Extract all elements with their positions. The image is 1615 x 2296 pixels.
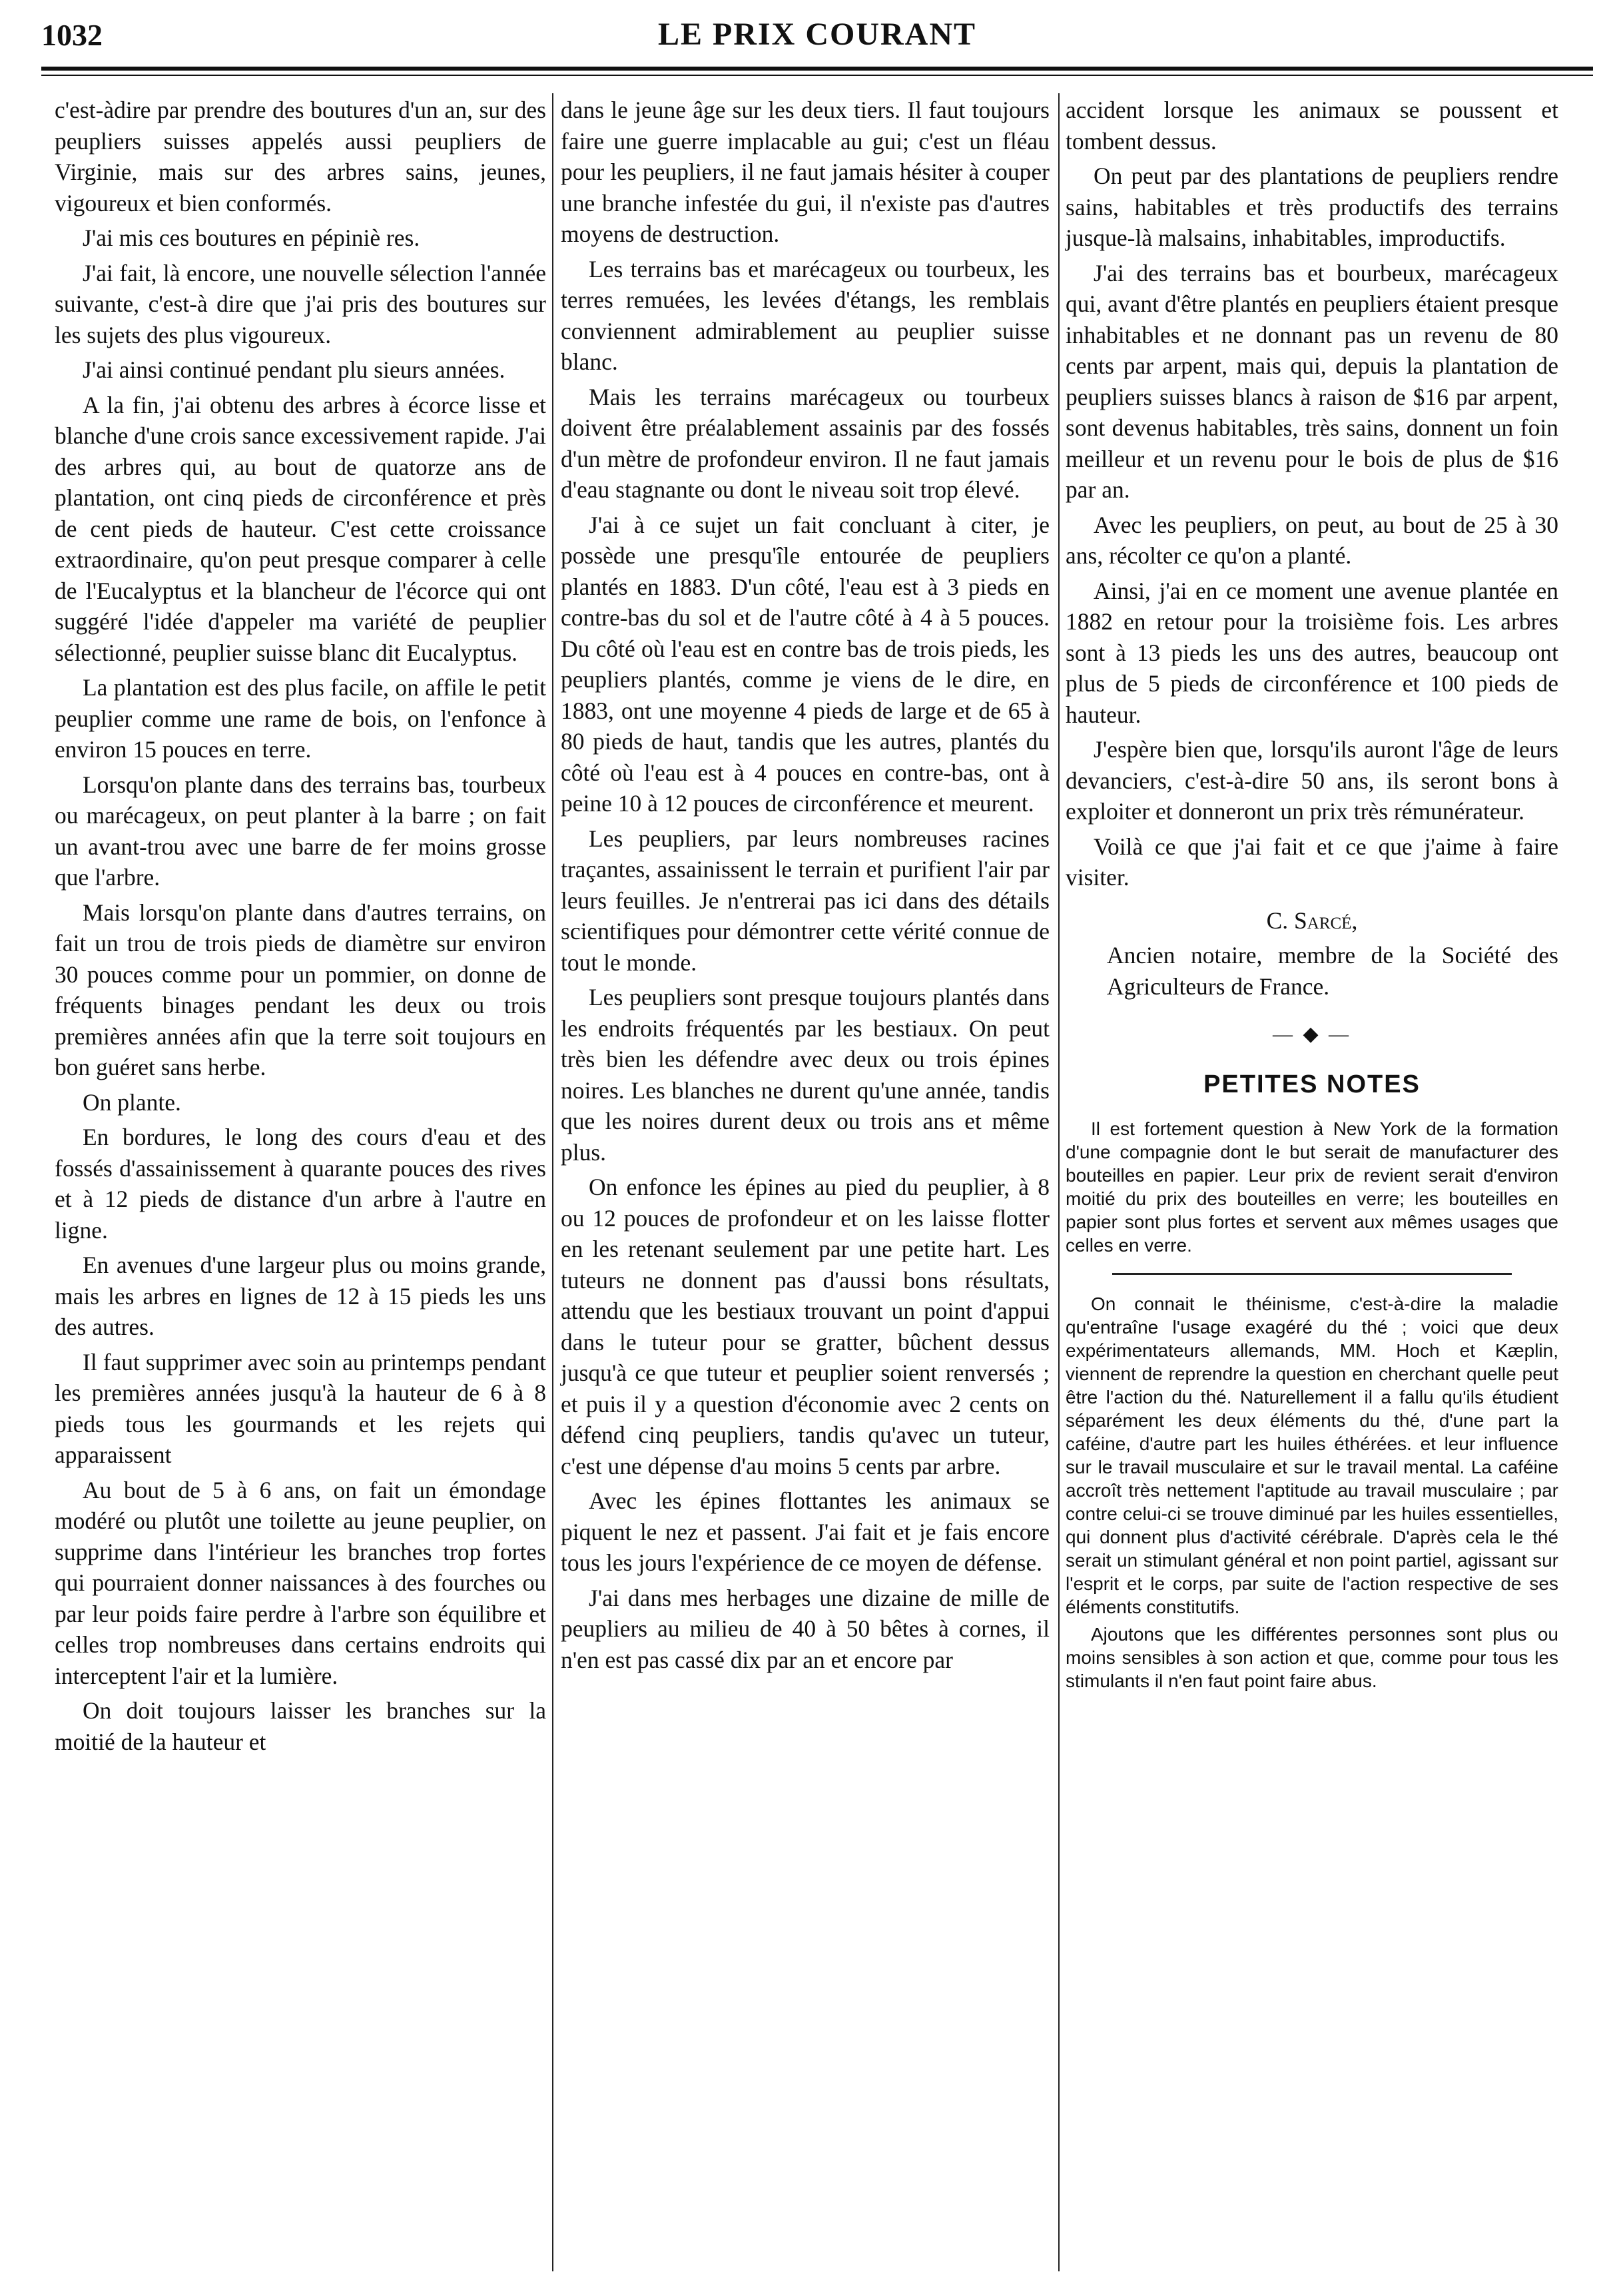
paragraph: J'ai dans mes herbages une dizaine de mille de peupliers au milieu de 40 à 50 bêtes à cornes, il n'en est pas cassé dix par an et encore par xyxy=(561,1584,1050,1673)
header-rule-thick xyxy=(41,67,1593,71)
paragraph: On peut par des plantations de peupliers rendre sains, habitables et très productifs des terrains jusque-là malsains, inhabitables, improductifs. xyxy=(1066,163,1558,251)
note-divider xyxy=(1112,1273,1512,1275)
paragraph: J'ai mis ces boutures en pépiniè res. xyxy=(83,224,420,251)
paragraph: J'ai à ce sujet un fait concluant à citer, je possède une presqu'île entourée de peupliers plantés en 1883. D'un côté, l'eau est à 3 pieds en contre-bas du sol et de l'autre côté à 4 à 5 pouces. Du côté où l'eau est en contre bas de trois pieds, les peupliers plantés, comme je viens de le dire, en 1883, ont une moyenne 4 pieds de large et de 65 à 80 pieds de haut, tandis que les autres, plantés du côté où l'eau est à 4 pouces en contre-bas, ont à peine 10 à 12 pouces de circonférence et meurent. xyxy=(561,511,1050,817)
note-paragraph: Il est fortement question à New York de la formation d'une compagnie dont le but serait de manufacturer des bouteilles en papier. Leur prix de revient serait d'environ moitié du prix des bouteilles en verre; les bouteilles en papier sont plus fortes et servent aux mêmes usages que celles en verre. xyxy=(1066,1118,1558,1256)
paragraph: J'espère bien que, lorsqu'ils auront l'âge de leurs devanciers, c'est-à-dire 50 ans, ils seront bons à exploiter et donneront un prix très rémunérateur. xyxy=(1066,736,1558,825)
header-rule-thin xyxy=(41,75,1593,76)
column-divider xyxy=(1058,93,1060,2271)
paragraph: Les peupliers, par leurs nombreuses racines traçantes, assainissent le terrain et purifient l'air par leurs feuilles. Je n'entrerai pas ici dans des détails scientifiques pour démontrer cette vérité connue de tout le monde. xyxy=(561,825,1050,976)
note-paragraph: On connait le théinisme, c'est-à-dire la maladie qu'entraîne l'usage exagéré du thé ; voici que deux expérimentateurs allemands, MM. Hoch et Kæplin, viennent de reprendre la question en cherchant quelle peut être l'action du thé. Naturellement il a fallu qu'ils étudient séparément les deux éléments du thé, d'une part la caféine, d'autre part les huiles éthérées. et leur influence sur le travail musculaire et sur le travail mental. La caféine accroît très nettement l'aptitude au travail musculaire ; par contre celui-ci se trouve diminué par les huiles essentielles, qui donnent plus d'activité cérébrale. D'après cela le thé serait un stimulant général et non point partiel, agissant sur l'esprit et le corps, par suite de l'action respective de ses éléments constitutifs. xyxy=(1066,1294,1558,1617)
paragraph: On enfonce les épines au pied du peuplier, à 8 ou 12 pouces de profondeur et on les laisse flotter en les retenant seulement par une petite hart. Les tuteurs ne donnent pas d'aussi bons résultats, attendu que les bestiaux trouvant un point d'appui dans le tuteur pour se gratter, bûchent dessus jusqu'à ce que tuteur et peuplier soient renversés ; et puis il y a question d'économie avec 2 cents on défend cinq peupliers, tandis qu'avec un tuteur, c'est une dépense d'au moins 5 cents par arbre. xyxy=(561,1174,1050,1479)
paragraph: accident lorsque les animaux se poussent et tombent dessus. xyxy=(1066,97,1558,155)
paragraph: Mais lorsqu'on plante dans d'autres terrains, on fait un trou de trois pieds de diamètre sur environ 30 pouces comme pour un pommier, on donne de fréquents binages pendant les deux ou trois premières années afin que la terre soit toujours en bon guéret sans herbe. xyxy=(55,899,546,1080)
paragraph: J'ai ainsi continué pendant plu sieurs années. xyxy=(83,356,505,383)
page-header xyxy=(41,15,1593,61)
column-divider xyxy=(552,93,553,2271)
author-description: Ancien notaire, membre de la Société des Agriculteurs de France. xyxy=(1107,942,1558,1000)
paragraph: En bordures, le long des cours d'eau et des fossés d'assainissement à quarante pouces des rives et à 12 pieds de distance d'un arbre à l'autre en ligne. xyxy=(55,1124,546,1244)
paragraph: Il faut supprimer avec soin au printemps pendant les premières années jusqu'à la hauteur de 6 à 8 pieds tous les gourmands et les rejets qui apparaissent xyxy=(55,1348,546,1468)
paragraph: La plantation est des plus facile, on affile le petit peuplier comme une rame de bois, on l'enfonce à environ 15 pouces en terre. xyxy=(55,674,546,763)
paragraph: c'est-àdire par prendre des boutures d'un an, sur des peupliers suisses appelés aussi peupliers de Virginie, mais sur des arbres sains, jeunes, vigoureux et bien conformés. xyxy=(55,97,546,216)
paragraph: On plante. xyxy=(83,1088,181,1116)
paragraph: Avec les peupliers, on peut, au bout de 25 à 30 ans, récolter ce qu'on a planté. xyxy=(1066,511,1558,569)
notes-section xyxy=(1066,1117,1558,1693)
paragraph: Mais les terrains marécageux ou tourbeux doivent être préalablement assainis par des fossés d'un mètre de profondeur environ. Il ne faut jamais d'eau stagnante ou dont le niveau soit trop élevé. xyxy=(561,383,1050,503)
paragraph: J'ai des terrains bas et bourbeux, marécageux qui, avant d'être plantés en peupliers étaient presque inhabitables et ne donnant pas un revenu de 80 cents par arpent, mais qui, depuis la plantation de peupliers suisses blancs à raison de $16 par arpent, sont devenus habitables, très sains, donnent un foin meilleur et un revenu pour le bois de plus de $16 par an. xyxy=(1066,259,1558,503)
page-number: 1032 xyxy=(41,18,103,52)
section-title: PETITES NOTES xyxy=(1203,1070,1421,1098)
paragraph: En avenues d'une largeur plus ou moins grande, mais les arbres en lignes de 12 à 15 pieds les uns des autres. xyxy=(55,1252,546,1340)
journal-title: LE PRIX COURANT xyxy=(657,17,977,52)
paragraph: J'ai fait, là encore, une nouvelle sélection l'année suivante, c'est-à dire que j'ai pris des boutures sur les sujets des plus vigoureux. xyxy=(55,259,546,348)
paragraph: Ainsi, j'ai en ce moment une avenue plantée en 1882 en retour pour la troisième fois. Les arbres sont à 13 pieds les uns des autres, beaucoup ont plus de 5 pieds de circonférence et 100 pieds de hauteur. xyxy=(1066,577,1558,728)
article-column-2 xyxy=(561,95,1050,1679)
paragraph: Les peupliers sont presque toujours plantés dans les endroits fréquentés par les bestiaux. On peut très bien les défendre avec deux ou trois épines noires. Les blanches ne durent qu'une année, tandis que les noires durent deux ou trois ans et même plus. xyxy=(561,984,1050,1166)
paragraph: dans le jeune âge sur les deux tiers. Il faut toujours faire une guerre implacable au gui; c'est un fléau pour les peupliers, il ne faut jamais hésiter à couper une branche infestée du gui, il n'existe pas d'autres moyens de destruction. xyxy=(561,97,1050,247)
paragraph: On doit toujours laisser les branches sur la moitié de la hauteur et xyxy=(55,1697,546,1755)
paragraph: Voilà ce que j'ai fait et ce que j'aime à faire visiter. xyxy=(1066,833,1558,891)
author-signature: C. Sarcé, xyxy=(1266,907,1358,934)
paragraph: Lorsqu'on plante dans des terrains bas, tourbeux ou marécageux, on peut planter à la barre ; on fait un avant-trou avec une barre de fer moins grosse que l'arbre. xyxy=(55,771,546,891)
paragraph: A la fin, j'ai obtenu des arbres à écorce lisse et blanche d'une crois sance excessivement rapide. J'ai des arbres qui, au bout de quatorze ans de plantation, ont cinq pieds de circonférence et près de cent pieds de hauteur. C'est cette croissance extraordinaire, qu'on peut presque comparer à celle de l'Eucalyptus et la blancheur de l'écorce qui ont suggéré l'idée d'appeler ma variété de peuplier sélectionné, peuplier suisse blanc dit Eucalyptus. xyxy=(55,391,546,666)
ornament-divider: — ◆ — xyxy=(1272,1023,1352,1045)
paragraph: Avec les épines flottantes les animaux se piquent le nez et passent. J'ai fait et je fais encore tous les jours l'expérience de ce moyen de défense. xyxy=(561,1487,1050,1576)
note-paragraph: Ajoutons que les différentes personnes sont plus ou moins sensibles à son action et que, comme pour tous les stimulants il n'en faut point faire abus. xyxy=(1066,1624,1558,1691)
paragraph: Les terrains bas et marécageux ou tourbeux, les terres remuées, les levées d'étangs, les remblais conviennent admirablement au peuplier suisse blanc. xyxy=(561,255,1050,375)
article-column-1 xyxy=(55,95,546,1761)
paragraph: Au bout de 5 à 6 ans, on fait un émondage modéré ou plutôt une toilette au jeune peuplier, on supprime dans l'intérieur les branches trop fortes qui pourraient donner naissances à des fourches ou par leur poids faire perdre à l'arbre son équilibre et celles trop nombreuses dans certains endroits qui interceptent l'air et la lumière. xyxy=(55,1476,546,1689)
article-column-3 xyxy=(1066,95,1558,1697)
